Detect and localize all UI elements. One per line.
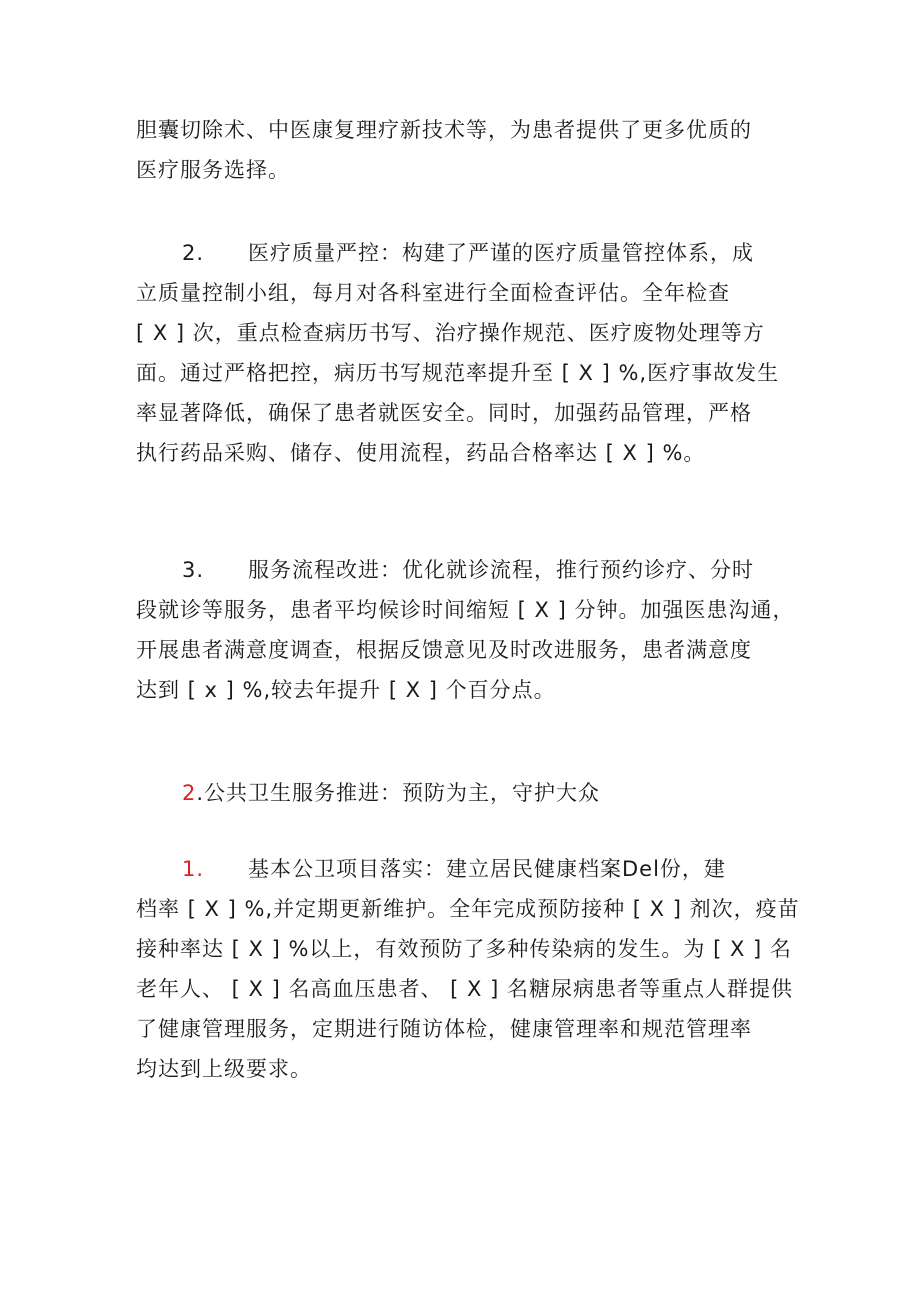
text-line: 老年人、 [ X ] 名高血压患者、 [ X ] 名糖尿病患者等重点人群提供 — [136, 977, 793, 1001]
text-line-content: 医疗质量严控：构建了严谨的医疗质量管控体系，成 — [248, 241, 754, 265]
text-line: 均达到上级要求。 — [136, 1057, 312, 1081]
item-number: 3. — [182, 558, 205, 582]
text-line: 立质量控制小组，每月对各科室进行全面检查评估。全年检查 — [136, 281, 730, 305]
text-line-content: 基本公卫项目落实：建立居民健康档案Del份，建 — [248, 857, 726, 881]
text-line: 段就诊等服务，患者平均候诊时间缩短 [ X ] 分钟。加强医患沟通， — [136, 598, 795, 622]
text-line: 了健康管理服务，定期进行随访体检，健康管理率和规范管理率 — [136, 1017, 752, 1041]
heading-line — [136, 773, 796, 813]
text-line: [ X ] 次，重点检查病历书写、治疗操作规范、医疗废物处理等方 — [136, 321, 765, 345]
item-number: 1. — [182, 857, 205, 881]
text-line: 胆囊切除术、中医康复理疗新技术等，为患者提供了更多优质的 — [136, 118, 752, 142]
text-line: 面。通过严格把控，病历书写规范率提升至 [ X ] %,医疗事故发生 — [136, 361, 780, 385]
heading-text: .公共卫生服务推进：预防为主，守护大众 — [196, 781, 601, 805]
heading-number: 2 — [182, 781, 197, 805]
text-line: 执行药品采购、储存、使用流程，药品合格率达 [ X ] %。 — [136, 441, 706, 465]
text-line: 达到 [ x ] %,较去年提升 [ X ] 个百分点。 — [136, 678, 556, 702]
section-heading — [136, 773, 796, 813]
text-line: 档率 [ X ] %,并定期更新维护。全年完成预防接种 [ X ] 剂次，疫苗 — [136, 897, 800, 921]
text-line: 率显著降低，确保了患者就医安全。同时，加强药品管理，严格 — [136, 401, 752, 425]
quality-control-paragraph — [136, 233, 796, 473]
text-line: 接种率达 [ X ] %以上，有效预防了多种传染病的发生。为 [ X ] 名 — [136, 937, 792, 961]
text-line-content: 服务流程改进：优化就诊流程，推行预约诊疗、分时 — [248, 558, 754, 582]
text-line: 开展患者满意度调查，根据反馈意见及时改进服务，患者满意度 — [136, 638, 752, 662]
text-line — [136, 550, 796, 590]
continuation-paragraph — [136, 110, 796, 190]
item-number: 2. — [182, 241, 205, 265]
public-health-paragraph — [136, 849, 800, 1089]
text-line — [136, 233, 796, 273]
service-process-paragraph — [136, 550, 796, 710]
text-line — [136, 849, 796, 889]
text-line: 医疗服务选择。 — [136, 158, 290, 182]
